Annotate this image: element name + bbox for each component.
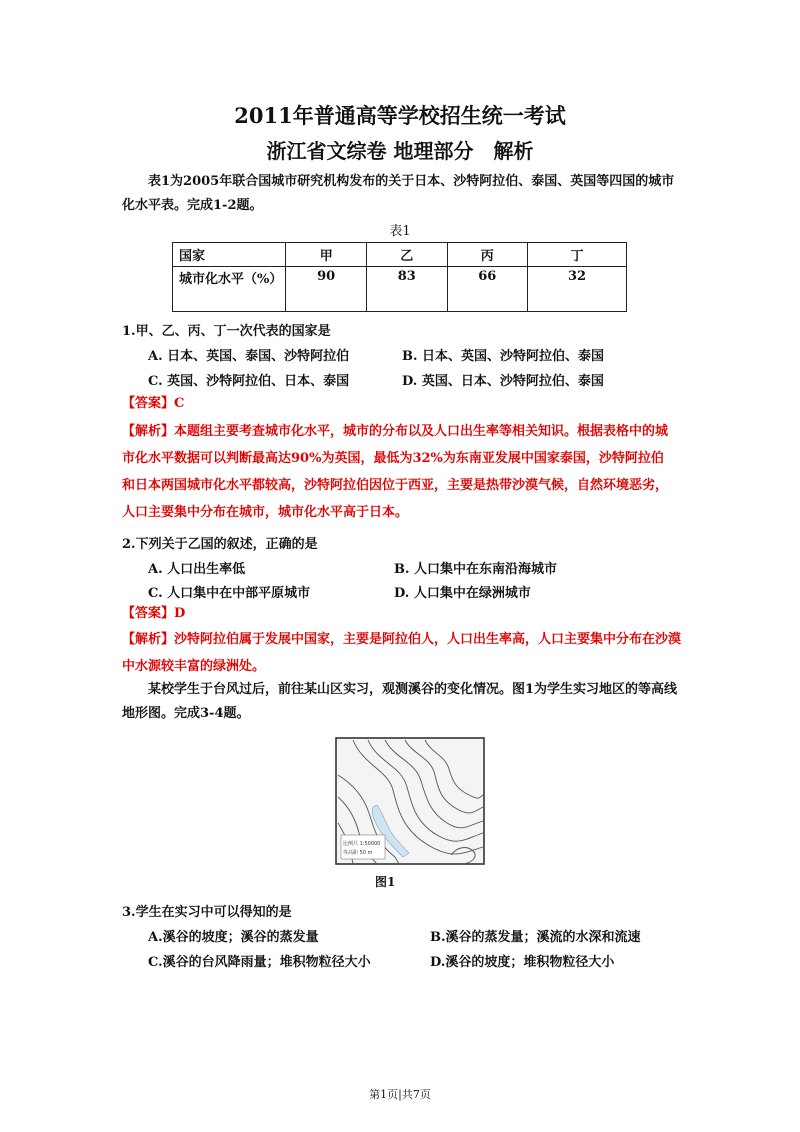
- table-cell: 32: [528, 267, 627, 312]
- question-1-option-a: A. 日本、英国、泰国、沙特阿拉伯: [148, 349, 350, 364]
- table-caption: 表1: [389, 224, 411, 239]
- exam-subtitle: 浙江省文综卷 地理部分 解析: [266, 139, 534, 163]
- question-1-option-d: D. 英国、日本、沙特阿拉伯、泰国: [402, 374, 604, 389]
- table-cell: 66: [447, 267, 528, 312]
- question-3-option-b: B.溪谷的蒸发量；溪流的水深和流速: [430, 930, 641, 945]
- question-1-stem: 1.甲、乙、丙、丁一次代表的国家是: [122, 324, 331, 339]
- question-2-option-a: A. 人口出生率低: [148, 562, 246, 577]
- table-header-cell: 丙: [447, 243, 528, 267]
- table-row: [173, 267, 627, 312]
- question-3-option-a: A.溪谷的坡度；溪谷的蒸发量: [148, 930, 319, 945]
- table-cell: 83: [366, 267, 447, 312]
- question-3-option-d: D.溪谷的坡度；堆积物粒径大小: [430, 955, 615, 970]
- table-header-row: [173, 243, 627, 267]
- intro-paragraph-1: 表1为2005年联合国城市研究机构发布的关于日本、沙特阿拉伯、泰国、英国等四国的城市化水平表。完成1-2题。: [122, 174, 675, 213]
- table-cell: 90: [286, 267, 367, 312]
- map-contour-interval-text: 等高距 50 m: [343, 850, 373, 856]
- question-2-option-b: B. 人口集中在东南沿海城市: [394, 562, 558, 577]
- question-1-analysis: 【解析】本题组主要考查城市化水平，城市的分布以及人口出生率等相关知识。根据表格中的城市化水平数据可以判断最高达90%为英国，最低为32%为东南亚发展中国家泰国，沙特阿拉伯和日本两国城市化水平都较高，沙特阿拉伯因位于西亚，主要是热带沙漠气候，自然环境恶劣，人口主要集中分布在城市，城市化水平高于日本。: [122, 424, 669, 520]
- map-scale-text: 比例尺 1:50000: [343, 841, 381, 847]
- question-2-answer: 【答案】D: [122, 606, 186, 621]
- table-header-cell: 甲: [286, 243, 367, 267]
- urbanization-table: [172, 242, 627, 312]
- question-3-stem: 3.学生在实习中可以得知的是: [122, 905, 292, 920]
- question-1-option-c: C. 英国、沙特阿拉伯、日本、泰国: [148, 374, 350, 389]
- exam-title: 2011年普通高等学校招生统一考试: [234, 103, 566, 128]
- table-header-cell: 丁: [528, 243, 627, 267]
- contour-map-figure: [333, 735, 487, 885]
- question-1-answer: 【答案】C: [122, 396, 185, 411]
- question-2-stem: 2.下列关于乙国的叙述，正确的是: [122, 537, 318, 552]
- table-header-cell: 国家: [173, 243, 286, 267]
- question-2-option-c: C. 人口集中在中部平原城市: [148, 586, 311, 601]
- page-footer: 第1页|共7页: [369, 1088, 431, 1101]
- table-header-cell: 乙: [366, 243, 447, 267]
- question-3-option-c: C.溪谷的台风降雨量；堆积物粒径大小: [148, 955, 371, 970]
- question-2-analysis: 【解析】沙特阿拉伯属于发展中国家，主要是阿拉伯人，人口出生率高，人口主要集中分布在沙漠中水源较丰富的绿洲处。: [122, 632, 682, 674]
- figure-label: 图1: [375, 875, 396, 889]
- question-1-option-b: B. 日本、英国、沙特阿拉伯、泰国: [402, 349, 605, 364]
- intro-paragraph-2: 某校学生于台风过后，前往某山区实习，观测溪谷的变化情况。图1为学生实习地区的等高线地形图。完成3-4题。: [122, 682, 678, 721]
- table-row-label: 城市化水平（%）: [173, 267, 286, 312]
- question-2-option-d: D. 人口集中在绿洲城市: [394, 586, 531, 601]
